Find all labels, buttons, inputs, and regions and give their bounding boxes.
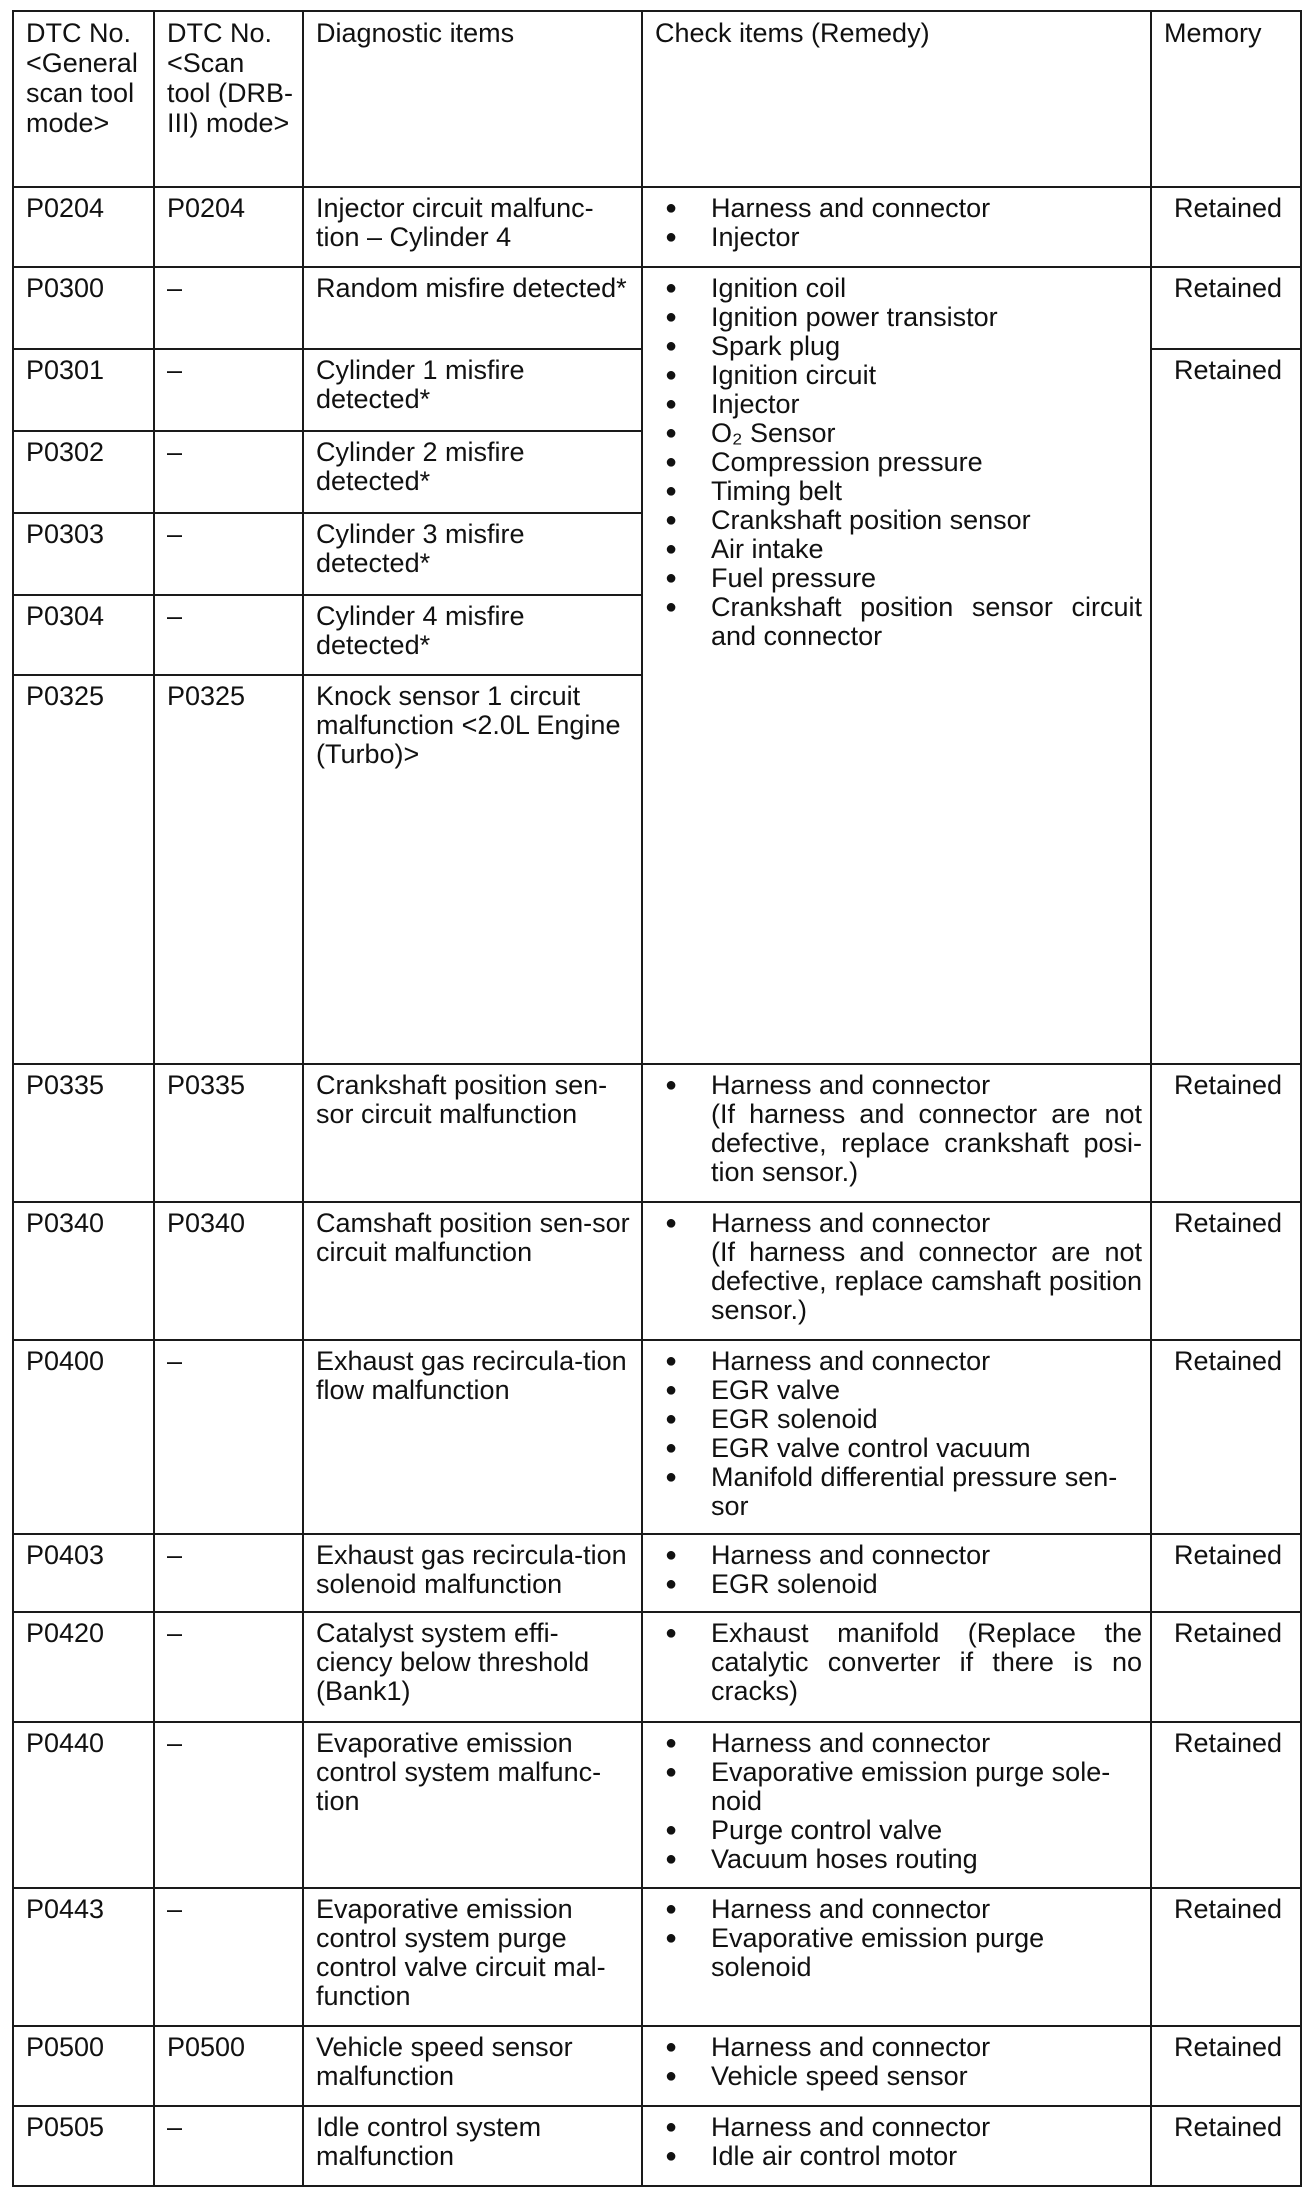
check-item: ● Air intake bbox=[655, 535, 1142, 564]
dtc-general-cell: P0443 bbox=[13, 1888, 154, 2026]
header-dtc-scan: DTC No. <Scan tool (DRB-III) mode> bbox=[154, 11, 303, 187]
diagnostic-item-cell: Random misfire detected* bbox=[303, 267, 642, 349]
diagnostic-item-cell: Exhaust gas recircula-tion flow malfunction bbox=[303, 1340, 642, 1534]
dtc-scan-cell: P0204 bbox=[154, 187, 303, 267]
table-row bbox=[13, 1064, 1301, 1202]
dtc-general-cell: P0204 bbox=[13, 187, 154, 267]
check-item: ● Evaporative emission purge solenoid bbox=[655, 1924, 1142, 1982]
check-item: ● Harness and connector bbox=[655, 1895, 1142, 1924]
dtc-general-cell: P0420 bbox=[13, 1612, 154, 1722]
memory-cell: Retained bbox=[1151, 2106, 1301, 2186]
dtc-general-cell: P0403 bbox=[13, 1534, 154, 1612]
memory-cell: Retained bbox=[1151, 1202, 1301, 1340]
check-item: ● Timing belt bbox=[655, 477, 1142, 506]
check-item: ● Harness and connector bbox=[655, 194, 1142, 223]
memory-cell: Retained bbox=[1151, 1064, 1301, 1202]
diagnostic-item-cell: Cylinder 2 misfire detected* bbox=[303, 431, 642, 513]
table-row bbox=[13, 1722, 1301, 1888]
header-diagnostic-items: Diagnostic items bbox=[303, 11, 642, 187]
check-note: (If harness and connector are not defective, replace crankshaft posi-tion sensor.) bbox=[711, 1099, 1142, 1187]
check-item: ● Evaporative emission purge sole-noid bbox=[655, 1758, 1142, 1816]
check-item: ● Purge control valve bbox=[655, 1816, 1142, 1845]
diagnostic-item-cell: Evaporative emission control system purge control valve circuit mal-function bbox=[303, 1888, 642, 2026]
check-items-cell bbox=[642, 1534, 1151, 1612]
header-memory: Memory bbox=[1151, 11, 1301, 187]
misfire-check-items-cell bbox=[642, 267, 1151, 1064]
check-item: ● Compression pressure bbox=[655, 448, 1142, 477]
check-item: ● Manifold differential pressure sen-sor bbox=[655, 1463, 1142, 1521]
check-item: ● Harness and connector bbox=[655, 2033, 1142, 2062]
dtc-general-cell: P0505 bbox=[13, 2106, 154, 2186]
dtc-scan-cell: – bbox=[154, 513, 303, 595]
check-item: ● Ignition power transistor bbox=[655, 303, 1142, 332]
check-item: ● Harness and connector bbox=[655, 2113, 1142, 2142]
diagnostic-item-cell: Evaporative emission control system malfunc-tion bbox=[303, 1722, 642, 1888]
dtc-general-cell: P0301 bbox=[13, 349, 154, 431]
check-item: ● Injector bbox=[655, 223, 1142, 252]
dtc-general-cell: P0400 bbox=[13, 1340, 154, 1534]
dtc-scan-cell: – bbox=[154, 1534, 303, 1612]
check-item: ● Harness and connector bbox=[655, 1347, 1142, 1376]
diagnostic-item-cell: Cylinder 3 misfire detected* bbox=[303, 513, 642, 595]
check-note: (If harness and connector are not defective, replace camshaft position sensor.) bbox=[711, 1237, 1142, 1325]
diagnostic-item-cell: Exhaust gas recircula-tion solenoid malfunction bbox=[303, 1534, 642, 1612]
check-item: ● Spark plug bbox=[655, 332, 1142, 361]
table-row bbox=[13, 1534, 1301, 1612]
check-item: ● Fuel pressure bbox=[655, 564, 1142, 593]
check-items-cell bbox=[642, 1722, 1151, 1888]
diagnostic-item-cell: Vehicle speed sensor malfunction bbox=[303, 2026, 642, 2106]
dtc-general-cell: P0304 bbox=[13, 595, 154, 675]
check-item: ● Harness and connector bbox=[655, 1541, 1142, 1570]
dtc-general-cell: P0302 bbox=[13, 431, 154, 513]
dtc-scan-cell: – bbox=[154, 349, 303, 431]
check-item: ● Vacuum hoses routing bbox=[655, 1845, 1142, 1874]
check-item: ● EGR solenoid bbox=[655, 1405, 1142, 1434]
check-items-cell bbox=[642, 1064, 1151, 1202]
dtc-general-cell: P0325 bbox=[13, 675, 154, 1064]
table-row bbox=[13, 2106, 1301, 2186]
diagnostic-item-cell: Camshaft position sen-sor circuit malfunction bbox=[303, 1202, 642, 1340]
memory-cell: Retained bbox=[1151, 187, 1301, 267]
dtc-scan-cell: P0325 bbox=[154, 675, 303, 1064]
dtc-scan-cell: P0340 bbox=[154, 1202, 303, 1340]
check-items-cell bbox=[642, 1888, 1151, 2026]
check-item: ● Crankshaft position sensor bbox=[655, 506, 1142, 535]
check-items-cell bbox=[642, 2106, 1151, 2186]
dtc-scan-cell: – bbox=[154, 2106, 303, 2186]
check-item: ● EGR solenoid bbox=[655, 1570, 1142, 1599]
diagnostic-item-cell: Crankshaft position sen-sor circuit malfunction bbox=[303, 1064, 642, 1202]
table-row bbox=[13, 187, 1301, 267]
check-items-cell bbox=[642, 2026, 1151, 2106]
check-item: ● Crankshaft position sensor circuit and connector bbox=[655, 593, 1142, 651]
dtc-scan-cell: – bbox=[154, 1888, 303, 2026]
dtc-table bbox=[12, 10, 1302, 2187]
check-item: ● Ignition circuit bbox=[655, 361, 1142, 390]
dtc-scan-cell: – bbox=[154, 1612, 303, 1722]
dtc-general-cell: P0440 bbox=[13, 1722, 154, 1888]
check-items-cell bbox=[642, 1340, 1151, 1534]
check-item: ● O₂ Sensor bbox=[655, 419, 1142, 448]
table-row bbox=[13, 1888, 1301, 2026]
check-item: ● Ignition coil bbox=[655, 274, 1142, 303]
check-item: ● Vehicle speed sensor bbox=[655, 2062, 1142, 2091]
check-items-cell bbox=[642, 1612, 1151, 1722]
memory-cell: Retained bbox=[1151, 1722, 1301, 1888]
dtc-general-cell: P0300 bbox=[13, 267, 154, 349]
memory-cell: Retained bbox=[1151, 2026, 1301, 2106]
check-item: ● EGR valve control vacuum bbox=[655, 1434, 1142, 1463]
memory-cell: Retained bbox=[1151, 1534, 1301, 1612]
check-items-cell bbox=[642, 187, 1151, 267]
dtc-scan-cell: P0335 bbox=[154, 1064, 303, 1202]
memory-cell: Retained bbox=[1151, 1612, 1301, 1722]
dtc-scan-cell: P0500 bbox=[154, 2026, 303, 2106]
dtc-general-cell: P0335 bbox=[13, 1064, 154, 1202]
check-item: ● Injector bbox=[655, 390, 1142, 419]
table-row bbox=[13, 1340, 1301, 1534]
diagnostic-item-cell: Catalyst system effi-ciency below threshold (Bank1) bbox=[303, 1612, 642, 1722]
memory-cell: Retained bbox=[1151, 349, 1301, 1064]
table-row bbox=[13, 1612, 1301, 1722]
dtc-scan-cell: – bbox=[154, 1722, 303, 1888]
memory-cell: Retained bbox=[1151, 1340, 1301, 1534]
header-dtc-general: DTC No. <General scan tool mode> bbox=[13, 11, 154, 187]
dtc-general-cell: P0340 bbox=[13, 1202, 154, 1340]
memory-cell: Retained bbox=[1151, 267, 1301, 349]
diagnostic-item-cell: Idle control system malfunction bbox=[303, 2106, 642, 2186]
dtc-scan-cell: – bbox=[154, 267, 303, 349]
check-item: ● Idle air control motor bbox=[655, 2142, 1142, 2171]
memory-cell: Retained bbox=[1151, 1888, 1301, 2026]
table-row bbox=[13, 267, 1301, 349]
check-items-cell bbox=[642, 1202, 1151, 1340]
table-row bbox=[13, 2026, 1301, 2106]
dtc-scan-cell: – bbox=[154, 1340, 303, 1534]
table-row bbox=[13, 1202, 1301, 1340]
header-row bbox=[13, 11, 1301, 187]
diagnostic-item-cell: Cylinder 4 misfire detected* bbox=[303, 595, 642, 675]
dtc-general-cell: P0500 bbox=[13, 2026, 154, 2106]
header-check-items: Check items (Remedy) bbox=[642, 11, 1151, 187]
check-item: ● EGR valve bbox=[655, 1376, 1142, 1405]
diagnostic-item-cell: Injector circuit malfunc-tion – Cylinder 4 bbox=[303, 187, 642, 267]
diagnostic-item-cell: Cylinder 1 misfire detected* bbox=[303, 349, 642, 431]
check-item: ● Harness and connector bbox=[655, 1071, 1142, 1100]
check-item: ● Harness and connector bbox=[655, 1209, 1142, 1238]
check-item: ● Exhaust manifold (Replace the catalytic converter if there is no cracks) bbox=[655, 1619, 1142, 1706]
dtc-scan-cell: – bbox=[154, 595, 303, 675]
dtc-general-cell: P0303 bbox=[13, 513, 154, 595]
dtc-scan-cell: – bbox=[154, 431, 303, 513]
diagnostic-item-cell: Knock sensor 1 circuit malfunction <2.0L Engine (Turbo)> bbox=[303, 675, 642, 1064]
check-item: ● Harness and connector bbox=[655, 1729, 1142, 1758]
